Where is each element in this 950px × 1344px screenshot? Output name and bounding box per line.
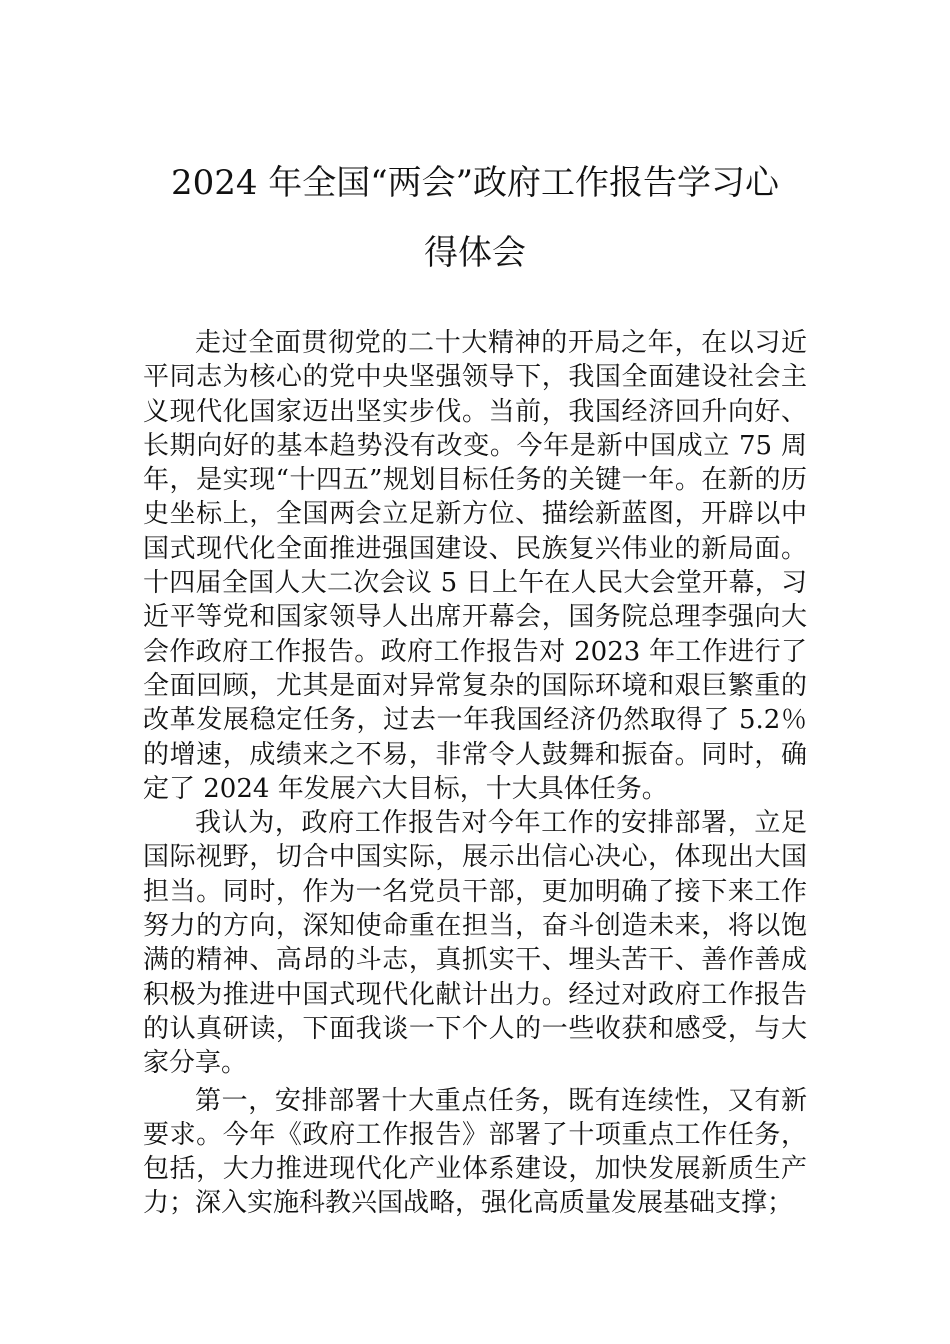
paragraph-3: 第一，安排部署十大重点任务，既有连续性，又有新要求。今年《政府工作报告》部署了十项重点工作任务，包括，大力推进现代化产业体系建设，加快发展新质生产力；深入实施科教兴国战略，强化高质量发展基础支撑；	[143, 1085, 807, 1219]
paragraph-1: 走过全面贯彻党的二十大精神的开局之年，在以习近平同志为核心的党中央坚强领导下，我国全面建设社会主义现代化国家迈出坚实步伐。当前，我国经济回升向好、长期向好的基本趋势没有改变。今年是新中国成立 75 周年，是实现“十四五”规划目标任务的关键一年。在新的历史坐标上，全国两会立足新方位、描绘新蓝图，开辟以中国式现代化全面推进强国建设、民族复兴伟业的新局面。十四届全国人大二次会议 5 日上午在人民大会堂开幕，习近平等党和国家领导人出席开幕会，国务院总理李强向大会作政府工作报告。政府工作报告对 2023 年工作进行了全面回顾，尤其是面对异常复杂的国际环境和艰巨繁重的改革发展稳定任务，过去一年我国经济仍然取得了 5.2％的增速，成绩来之不易，非常令人鼓舞和振奋。同时，确定了 2024 年发展六大目标，十大具体任务。	[143, 328, 807, 804]
document-title	[120, 148, 830, 288]
document-body	[143, 326, 807, 1221]
title-line-2: 得体会	[424, 233, 526, 273]
title-line-1: 2024 年全国“两会”政府工作报告学习心	[170, 163, 780, 203]
paragraph-2: 我认为，政府工作报告对今年工作的安排部署，立足国际视野，切合中国实际，展示出信心决心，体现出大国担当。同时，作为一名党员干部，更加明确了接下来工作努力的方向，深知使命重在担当，奋斗创造未来，将以饱满的精神、高昂的斗志，真抓实干、埋头苦干、善作善成积极为推进中国式现代化献计出力。经过对政府工作报告的认真研读，下面我谈一下个人的一些收获和感受，与大家分享。	[143, 808, 807, 1079]
